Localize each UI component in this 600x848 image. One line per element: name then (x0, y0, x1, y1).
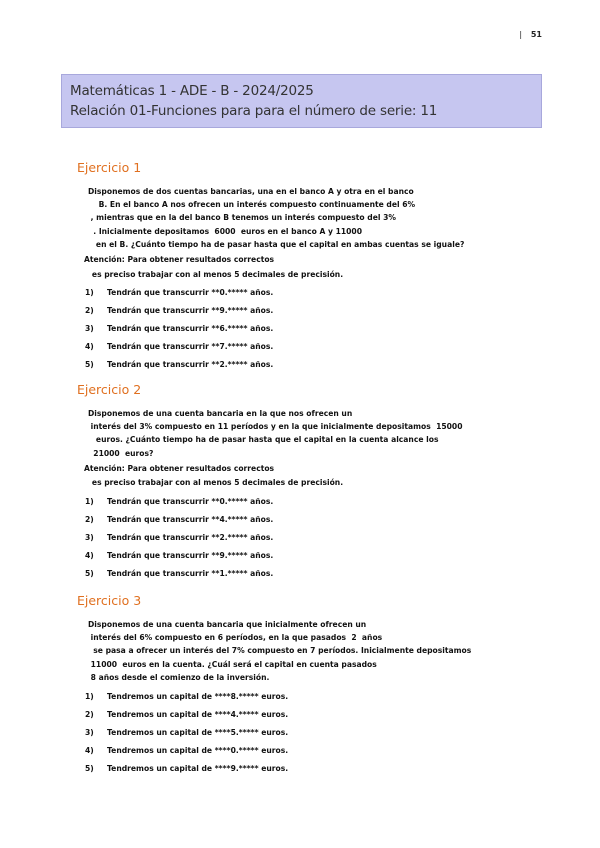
option-text: Tendrán que transcurrir **1.***** años. (107, 568, 274, 578)
attention-line: es preciso trabajar con al menos 5 decimales de precisión. (84, 478, 344, 488)
option-text: Tendremos un capital de ****4.***** euros. (107, 710, 289, 720)
option-text: Tendrán que transcurrir **4.***** años. (107, 514, 274, 524)
page-number (519, 30, 542, 39)
option-number: 3) (85, 324, 94, 334)
option-text: Tendrán que transcurrir **2.***** años. (107, 532, 274, 542)
statement-line: Disponemos de una cuenta bancaria en la que nos ofrecen un (88, 409, 353, 418)
option-number: 2) (85, 710, 94, 720)
option-text: Tendrán que transcurrir **6.***** años. (107, 324, 274, 334)
statement-line: Disponemos de una cuenta bancaria que inicialmente ofrecen un (88, 620, 367, 629)
statement-line: se pasa a ofrecer un interés del 7% compuesto en 7 períodos. Inicialmente depositamos (88, 646, 472, 656)
answer-option[interactable] (77, 565, 537, 583)
option-text: Tendremos un capital de ****5.***** euros. (107, 728, 289, 738)
header-course: Matemáticas 1 - ADE - B - 2024/2025 (70, 83, 314, 99)
answer-option[interactable] (77, 688, 537, 706)
statement-line: en el B. ¿Cuánto tiempo ha de pasar hasta que el capital en ambas cuentas se iguale? (88, 239, 465, 249)
option-number: 1) (85, 692, 94, 702)
statement-line: interés del 6% compuesto en 6 períodos, en la que pasados 2 años (88, 633, 383, 643)
answer-options (77, 284, 537, 374)
option-number: 3) (85, 532, 94, 542)
statement-line: 8 años desde el comienzo de la inversión. (88, 672, 270, 682)
answer-option[interactable] (77, 493, 537, 511)
answer-option[interactable] (77, 302, 537, 320)
exercise-title: Ejercicio 3 (77, 593, 142, 608)
option-number: 5) (85, 360, 94, 370)
answer-option[interactable] (77, 338, 537, 356)
exercise-statement (77, 185, 537, 251)
option-number: 1) (85, 288, 94, 298)
option-text: Tendrán que transcurrir **9.***** años. (107, 550, 274, 560)
option-number: 2) (85, 514, 94, 524)
statement-line: . Inicialmente depositamos 6000 euros en el banco A y 11000 (88, 226, 362, 236)
attention-note (77, 463, 537, 489)
answer-options (77, 688, 537, 778)
exercise-title: Ejercicio 1 (77, 160, 142, 175)
option-text: Tendrán que transcurrir **0.***** años. (107, 288, 274, 298)
option-number: 5) (85, 764, 94, 774)
option-number: 4) (85, 550, 94, 560)
option-number: 3) (85, 728, 94, 738)
answer-option[interactable] (77, 529, 537, 547)
exercise-3 (77, 593, 537, 778)
statement-line: B. En el banco A nos ofrecen un interés compuesto continuamente del 6% (88, 200, 416, 210)
exercise-statement (77, 618, 537, 684)
answer-option[interactable] (77, 511, 537, 529)
option-number: 5) (85, 568, 94, 578)
page-number-value: 51 (530, 30, 542, 39)
option-number: 1) (85, 496, 94, 506)
answer-option[interactable] (77, 547, 537, 565)
option-number: 4) (85, 342, 94, 352)
answer-option[interactable] (77, 724, 537, 742)
answer-option[interactable] (77, 284, 537, 302)
option-text: Tendrán que transcurrir **9.***** años. (107, 306, 274, 316)
document-header (61, 74, 542, 128)
header-relation: Relación 01-Funciones para para el número de serie: 11 (70, 103, 438, 119)
answer-option[interactable] (77, 706, 537, 724)
option-text: Tendrán que transcurrir **0.***** años. (107, 496, 274, 506)
attention-line: Atención: Para obtener resultados correctos (84, 463, 275, 473)
page-separator: | (519, 30, 523, 39)
exercise-1 (77, 160, 537, 374)
exercise-statement (77, 407, 537, 460)
answer-option[interactable] (77, 760, 537, 778)
exercise-title: Ejercicio 2 (77, 382, 142, 397)
option-text: Tendrán que transcurrir **7.***** años. (107, 342, 274, 352)
answer-option[interactable] (77, 356, 537, 374)
answer-options (77, 493, 537, 583)
statement-line: , mientras que en la del banco B tenemos un interés compuesto del 3% (88, 213, 396, 223)
statement-line: interés del 3% compuesto en 11 períodos y en la que inicialmente depositamos 15000 (88, 422, 463, 432)
option-text: Tendremos un capital de ****0.***** euros. (107, 746, 289, 756)
statement-line: 21000 euros? (88, 448, 154, 458)
option-text: Tendremos un capital de ****9.***** euros. (107, 764, 289, 774)
answer-option[interactable] (77, 320, 537, 338)
statement-line: Disponemos de dos cuentas bancarias, una en el banco A y otra en el banco (88, 187, 414, 196)
option-text: Tendrán que transcurrir **2.***** años. (107, 360, 274, 370)
statement-line: 11000 euros en la cuenta. ¿Cuál será el capital en cuenta pasados (88, 659, 377, 669)
answer-option[interactable] (77, 742, 537, 760)
option-text: Tendremos un capital de ****8.***** euros. (107, 692, 289, 702)
attention-note (77, 254, 537, 280)
exercise-2 (77, 382, 537, 583)
attention-line: Atención: Para obtener resultados correctos (84, 255, 275, 265)
option-number: 4) (85, 746, 94, 756)
option-number: 2) (85, 306, 94, 316)
statement-line: euros. ¿Cuánto tiempo ha de pasar hasta que el capital en la cuenta alcance los (88, 435, 439, 445)
attention-line: es preciso trabajar con al menos 5 decimales de precisión. (84, 269, 344, 279)
